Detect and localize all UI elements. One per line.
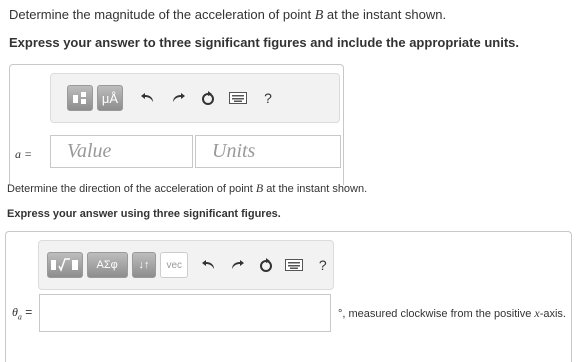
theta-symbol: θ (12, 305, 18, 319)
part1-toolbar (50, 73, 340, 123)
keyboard-icon[interactable] (227, 87, 249, 109)
templates-icon (72, 91, 88, 105)
value-input[interactable] (50, 135, 193, 168)
part1-question-text: Determine the magnitude of the acceleration of point (9, 7, 315, 22)
theta-equals: = (21, 305, 33, 319)
reset-icon-2[interactable] (255, 254, 276, 276)
theta-subscript: a (17, 312, 22, 322)
part1-answer-label (15, 147, 32, 162)
part2-question-text-end: at the instant shown. (263, 183, 368, 195)
templates-button[interactable] (67, 85, 93, 111)
vec-button[interactable] (160, 252, 188, 278)
units-input[interactable] (195, 135, 341, 168)
arrows-button[interactable] (132, 252, 156, 278)
part2-question-text: Determine the direction of the acceleration of point (7, 183, 256, 195)
greek-icon: ΑΣφ (96, 259, 118, 271)
part1-question (9, 7, 446, 24)
redo-icon-2[interactable] (227, 254, 248, 276)
part1-question-text-end: at the instant shown. (323, 7, 447, 22)
templates-button-2[interactable] (47, 252, 83, 278)
undo-icon-2[interactable] (198, 254, 219, 276)
part2-toolbar (38, 240, 334, 290)
reset-icon[interactable] (197, 87, 219, 109)
suffix-text: °, measured clockwise from the positive (338, 308, 535, 320)
arrows-icon: ↓↑ (138, 259, 150, 271)
x-axis-variable: x (534, 306, 540, 320)
point-variable: B (314, 8, 324, 23)
help-button[interactable] (257, 87, 279, 109)
vec-icon: vec (166, 259, 183, 271)
part2-answer-label (12, 305, 32, 321)
value-placeholder: Value (67, 140, 112, 162)
help-icon-2: ? (318, 257, 327, 273)
keyboard-icon-2[interactable] (284, 254, 305, 276)
a-equals-label: a = (15, 147, 33, 161)
undo-icon[interactable] (137, 87, 159, 109)
units-button[interactable] (97, 85, 123, 111)
greek-button[interactable] (87, 252, 128, 278)
help-button-2[interactable] (312, 254, 333, 276)
units-placeholder: Units (212, 140, 256, 162)
suffix-text-end: -axis. (539, 308, 566, 320)
units-icon: μÅ (101, 90, 119, 106)
redo-icon[interactable] (167, 87, 189, 109)
part2-question (7, 181, 367, 196)
part1-instruction: Express your answer to three significant figures and include the appropriate units. (9, 35, 519, 50)
direction-input[interactable] (39, 294, 331, 332)
templates-icon-2 (50, 257, 80, 273)
help-icon: ? (264, 90, 272, 106)
direction-suffix (338, 306, 566, 321)
part2-instruction: Express your answer using three significant figures. (7, 208, 281, 220)
point-variable-2: B (255, 181, 264, 195)
